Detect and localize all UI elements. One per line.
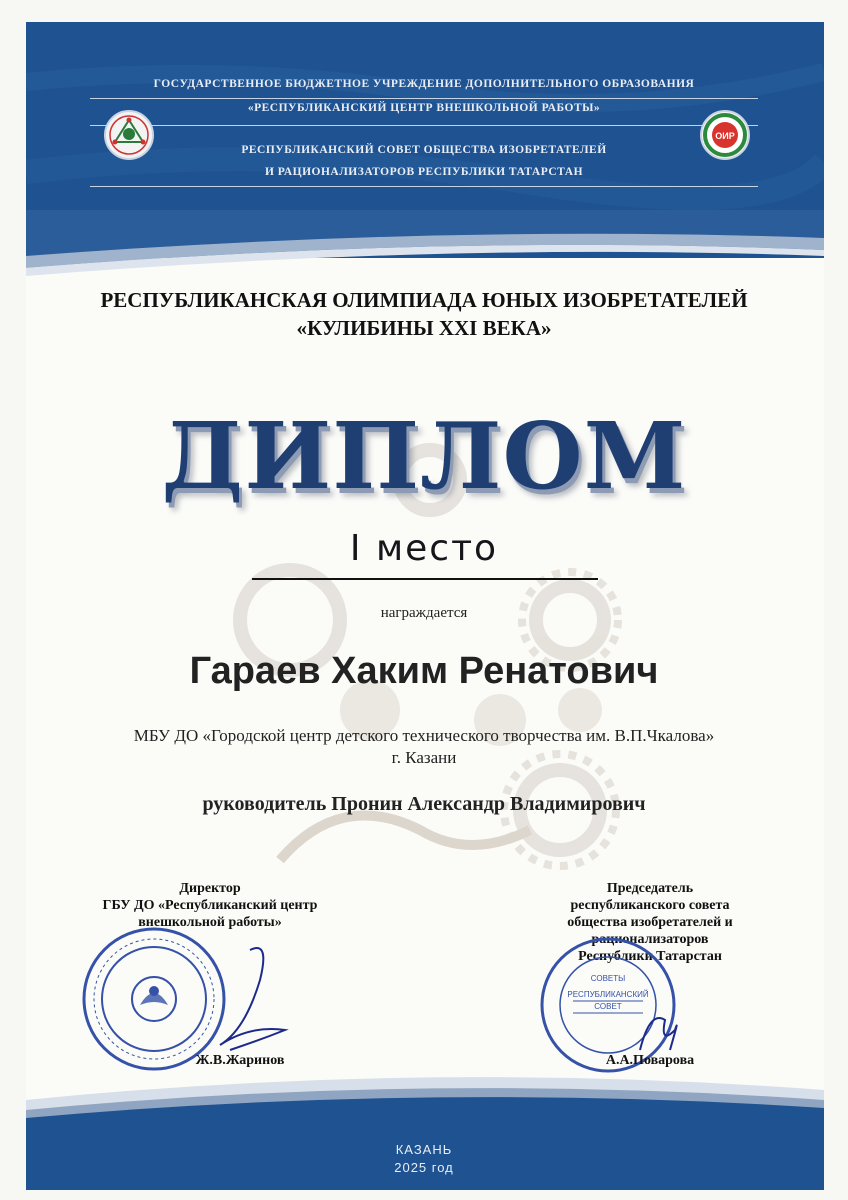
right-signatory-name: А.А.Поварова [605,1053,695,1068]
right-seal-text-2: РЕСПУБЛИКАНСКИЙ [567,990,649,999]
header-line-3: РЕСПУБЛИКАНСКИЙ СОВЕТ ОБЩЕСТВА ИЗОБРЕТАТЕЛЕЙ [241,144,607,156]
place-underline [252,578,598,580]
oir-logo-icon [702,112,748,158]
footer-year: 2025 год [394,1160,454,1175]
header-rule-top [90,98,758,99]
right-signatory-role-1: Председатель [606,881,694,896]
olympiad-title-line-2: «КУЛИБИНЫ XXI ВЕКА» [296,316,552,340]
header-rule-middle [90,125,758,126]
oir-logo-text: ОИР [715,131,735,141]
organization-line-2: г. Казани [391,748,457,767]
rcvr-logo-icon [106,112,152,158]
header-line-4: И РАЦИОНАЛИЗАТОРОВ РЕСПУБЛИКИ ТАТАРСТАН [264,166,584,178]
left-signatory-role-3: внешкольной работы» [138,915,282,930]
right-signatory-role-4: рационализаторов [591,932,709,947]
header-rule-bottom [90,186,758,187]
right-signatory-role-3: общества изобретателей и [567,915,733,930]
left-signatory-name: Ж.В.Жаринов [195,1053,285,1068]
header-line-1: ГОСУДАРСТВЕННОЕ БЮДЖЕТНОЕ УЧРЕЖДЕНИЕ ДОПОЛНИТЕЛЬНОГО ОБРАЗОВАНИЯ [153,78,695,90]
right-signatory-role-2: республиканского совета [570,898,730,913]
recipient-name: Гараев Хаким Ренатович [189,650,659,692]
place-handwritten: I место [349,528,499,569]
diploma-title: ДИПЛОМ [161,402,687,510]
organization-line-1: МБУ ДО «Городской центр детского технического творчества им. В.П.Чкалова» [133,726,715,745]
left-handwritten-signature [190,930,300,1070]
right-signatory-role-5: Республики Татарстан [578,949,722,964]
right-seal-text-1: СОВЕТЫ [590,974,626,983]
right-seal-text-3: СОВЕТ [594,1002,622,1011]
rcvr-logo [104,110,154,160]
olympiad-title-line-1: РЕСПУБЛИКАНСКАЯ ОЛИМПИАДА ЮНЫХ ИЗОБРЕТАТЕЛЕЙ [100,288,748,312]
left-signatory-role-1: Директор [179,881,241,896]
header-curve [26,210,824,280]
left-signatory-role-2: ГБУ ДО «Республиканский центр [102,898,318,913]
header-line-2: «РЕСПУБЛИКАНСКИЙ ЦЕНТР ВНЕШКОЛЬНОЙ РАБОТЫ» [247,102,601,114]
leader-line: руководитель Пронин Александр Владимирович [202,793,646,815]
left-signatory-block [60,880,360,931]
awarded-label: награждается [380,605,468,621]
oir-logo [700,110,750,160]
footer-city: КАЗАНЬ [395,1142,453,1157]
